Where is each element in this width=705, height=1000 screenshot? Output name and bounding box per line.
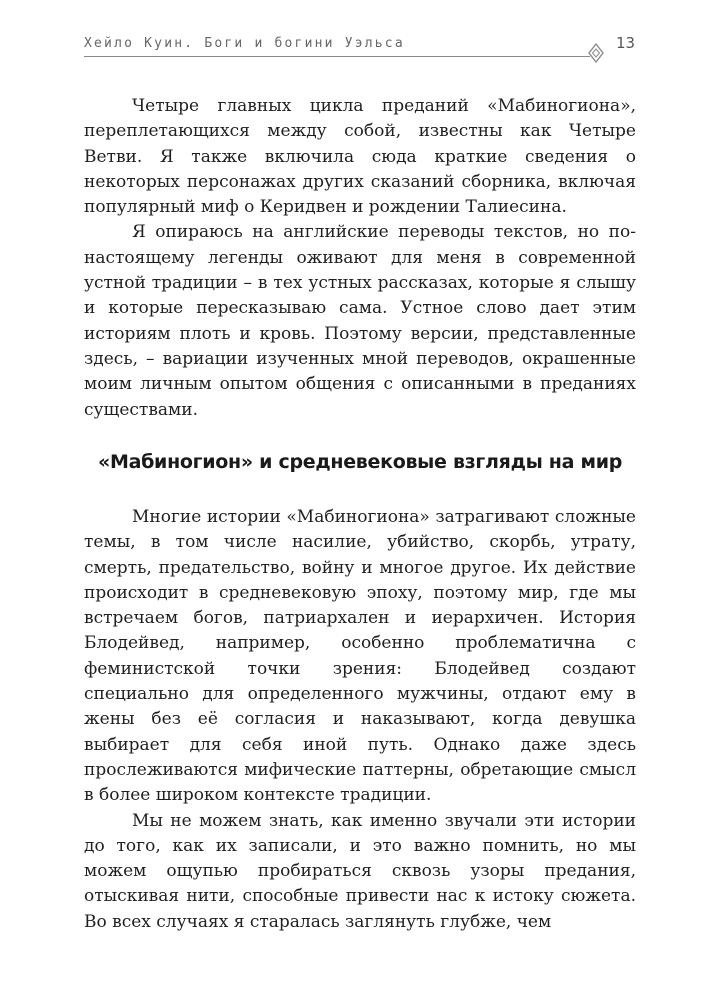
section-text [84, 505, 636, 935]
running-title: Хейло Куин. Боги и богини Уэльса [84, 36, 405, 51]
header-rule [84, 56, 590, 57]
section-heading: «Мабиногион» и средневековые взгляды на мир [97, 451, 623, 473]
page-number: 13 [616, 34, 636, 52]
paragraph: Четыре главных цикла преданий «Мабиногиона», переплетающихся между собой, известны как Четыре Ветви. Я также включила сюда краткие сведения о некоторых персонажах других сказаний сборника, включая популярный миф о Керидвен и рождении Талиесина. [84, 96, 636, 218]
running-header [84, 34, 636, 58]
paragraph: Я опираюсь на английские переводы текстов, но по-настоящему легенды оживают для меня в современной устной традиции – в тех устных рассказах, которые я слышу и которые пересказываю сама. Устное слово дает этим историям плоть и кровь. Поэтому версии, представленные здесь, – вариации изученных мной переводов, окрашенные моим личным опытом общения с описанными в преданиях существами. [84, 222, 636, 420]
diamond-ornament-icon [586, 42, 606, 64]
paragraph: Многие истории «Мабиногиона» затрагивают сложные темы, в том числе насилие, убийство, скорбь, утрату, смерть, предательство, войну и многое другое. Их действие происходит в средневековую эпоху, поэтому мир, где мы встречаем богов, патриархален и иерархичен. История Блодейвед, например, особенно проблематична с феминистской точки зрения: Блодейвед создают специально для определенного мужчины, отдают ему в жены без её согласия и наказывают, когда девушка выбирает для себя иной путь. Однако даже здесь прослеживаются мифические паттерны, обретающие смысл в более широком контексте традиции. [84, 507, 636, 806]
intro-text [84, 94, 636, 423]
paragraph: Мы не можем знать, как именно звучали эти истории до того, как их записали, и это важно помнить, но мы можем ощупью пробираться сквозь узоры предания, отыскивая нити, способные привести нас к истоку сюжета. Во всех случаях я старалась заглянуть глубже, чем [84, 810, 636, 932]
